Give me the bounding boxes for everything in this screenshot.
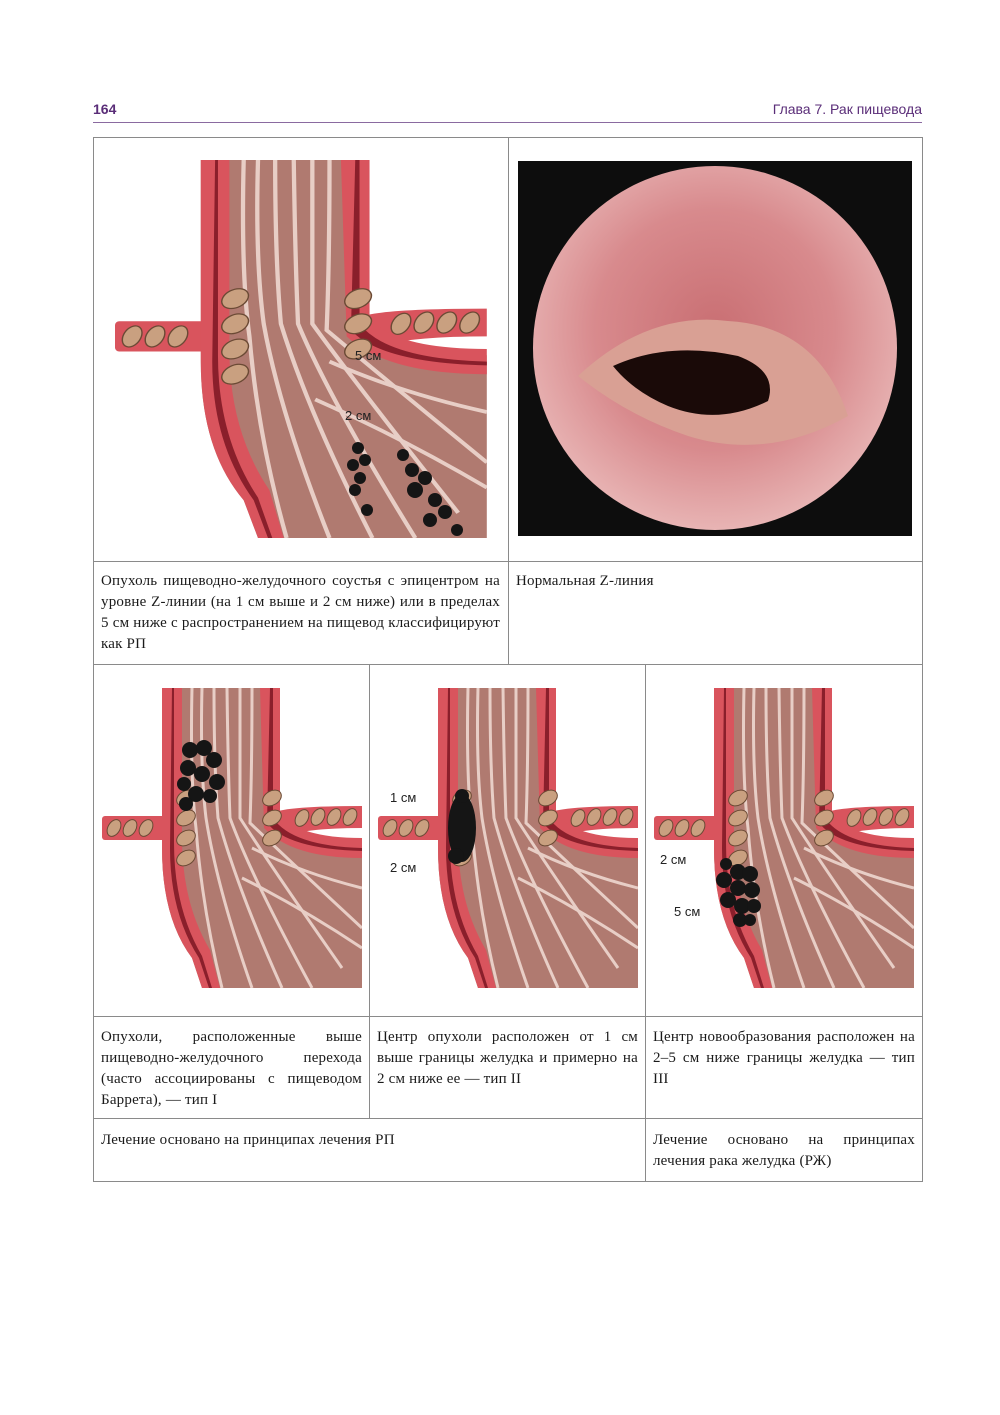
type-3-label-2: 5 см	[674, 904, 701, 919]
type-2-illustration	[378, 688, 638, 988]
gej-illustration	[115, 160, 487, 538]
chapter-title: Глава 7. Рак пищевода	[772, 101, 922, 117]
endoscopy-image	[518, 161, 912, 536]
type-2-label-2: 2 см	[390, 860, 417, 875]
treatment-right: Лечение основано на принципах лечения рака желудка (РЖ)	[653, 1132, 915, 1169]
bottom-divider-1	[369, 664, 370, 1119]
type-3-caption: Центр новообразования расположен на 2–5 см ниже границы желудка — тип III	[653, 1029, 915, 1087]
type-1-caption: Опухоли, расположенные выше пищеводно-желудочного перехода (часто ассоциированы с пищеводом Баррета), — тип I	[101, 1029, 362, 1108]
type-1-illustration	[102, 688, 362, 988]
top-divider	[508, 137, 509, 665]
type-2-caption: Центр опухоли расположен от 1 см выше границы желудка и примерно на 2 см ниже ее — тип II	[377, 1029, 638, 1087]
header-rule	[93, 122, 922, 123]
treatment-rule	[93, 1118, 923, 1119]
bottom-caption-rule	[93, 1016, 923, 1017]
bottom-divider-2	[645, 664, 646, 1182]
top-caption-rule	[93, 561, 923, 562]
type-2-label-1: 1 см	[390, 790, 417, 805]
label-five-cm: 5 см	[355, 348, 382, 363]
top-left-caption: Опухоль пищеводно-желудочного соустья с эпицентром на уровне Z-линии (на 1 см выше и 2 см ниже) или в пределах 5 см ниже с распространением на пищевод классифицируют как РП	[101, 573, 500, 652]
label-two-cm: 2 см	[345, 408, 372, 423]
type-3-illustration	[654, 688, 914, 988]
type-3-label-1: 2 см	[660, 852, 687, 867]
top-right-caption: Нормальная Z-линия	[516, 573, 654, 589]
treatment-left: Лечение основано на принципах лечения РП	[101, 1132, 395, 1148]
page-number: 164	[93, 101, 117, 117]
